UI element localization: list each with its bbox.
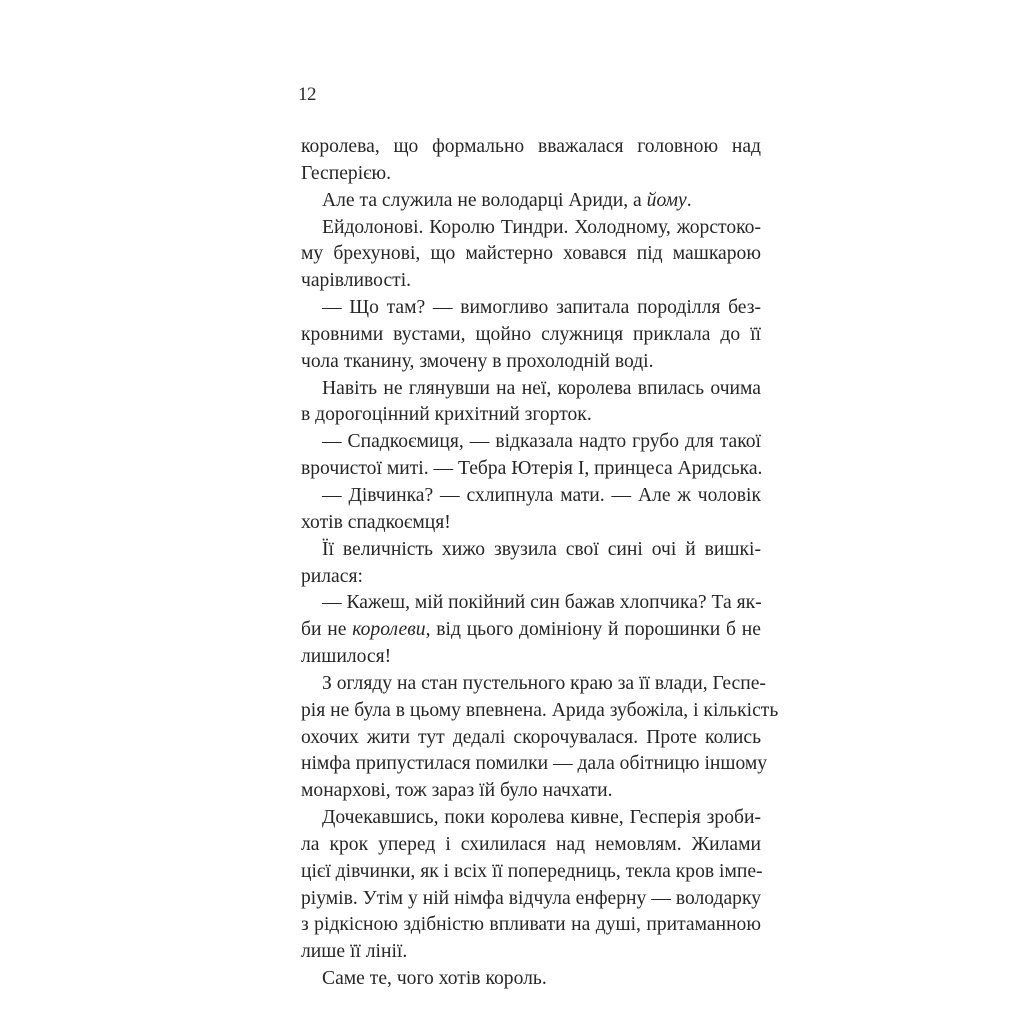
text-line: німфа припустилася помилки — дала обітницю іншому [301, 753, 768, 775]
text-line: цієї дівчинки, як і всіх її попередниць, текла кров імпе- [301, 860, 763, 882]
text-line: би не королеви, від цього домініону й порошинки б не [301, 619, 761, 641]
text-line: Навіть не глянувши на неї, королева впилась очима [322, 377, 761, 399]
text-line: Але та служила не володарці Ариди, а йому. [322, 189, 692, 211]
text-line: в дорогоцінний крихітний згорток. [301, 404, 592, 426]
text-line: — Спадкоємиця, — відказала надто грубо для такої [322, 431, 761, 453]
text-line: ла крок уперед і схилилася над немовлям. Жилами [301, 833, 761, 855]
page-number: 12 [298, 84, 316, 105]
body-text [301, 134, 779, 993]
text-line: чола тканину, змочену в прохолодній воді. [301, 350, 654, 372]
text-line: охочих жити тут дедалі скорочувалася. Проте колись [301, 726, 761, 748]
text-line: Ейдолонові. Королю Тиндри. Холодному, жорстоко- [322, 216, 761, 238]
text-line: Саме те, чого хотів король. [322, 968, 547, 990]
text-line: — Що там? — вимогливо запитала породілля без- [322, 297, 761, 319]
text-line: рилася: [301, 565, 363, 587]
text-line: монархові, тож зараз їй було начхати. [301, 780, 613, 802]
text-line: Гесперією. [301, 162, 392, 184]
text-line: хотів спадкоємця! [301, 511, 451, 533]
text-line: ріумів. Утім у ній німфа відчула енферну — володарку [301, 887, 761, 909]
text-line: му брехунові, що майстерно ховався під машкарою [301, 243, 761, 265]
text-line: Дочекавшись, поки королева кивне, Гесперія зроби- [322, 807, 761, 829]
text-line: — Дівчинка? — схлипнула мати. — Але ж чоловік [322, 484, 761, 506]
text-line: З огляду на стан пустельного краю за її влади, Геспе- [322, 672, 766, 694]
text-line: з рідкісною здібністю впливати на душі, притаманною [301, 914, 761, 936]
text-line: лишилося! [301, 646, 392, 668]
text-line: лише її лінії. [301, 941, 408, 963]
text-line: королева, що формально вважалася головною над [301, 136, 761, 157]
text-line: врочистої миті. — Тебра Ютерія I, принцеса Аридська. [301, 458, 763, 480]
text-line: — Кажеш, мій покійний син бажав хлопчика? Та як- [322, 592, 762, 614]
text-line: чарівливості. [301, 270, 412, 292]
italic-emphasis: йому [646, 189, 687, 211]
text-line: рія не була в цьому впевнена. Арида зубожіла, і кількість [301, 699, 779, 721]
italic-emphasis: королеви [352, 619, 426, 641]
text-line: кровними вустами, щойно служниця приклала до її [301, 323, 761, 345]
text-line: Її величність хижо звузила свої сині очі й вишкі- [322, 538, 761, 560]
